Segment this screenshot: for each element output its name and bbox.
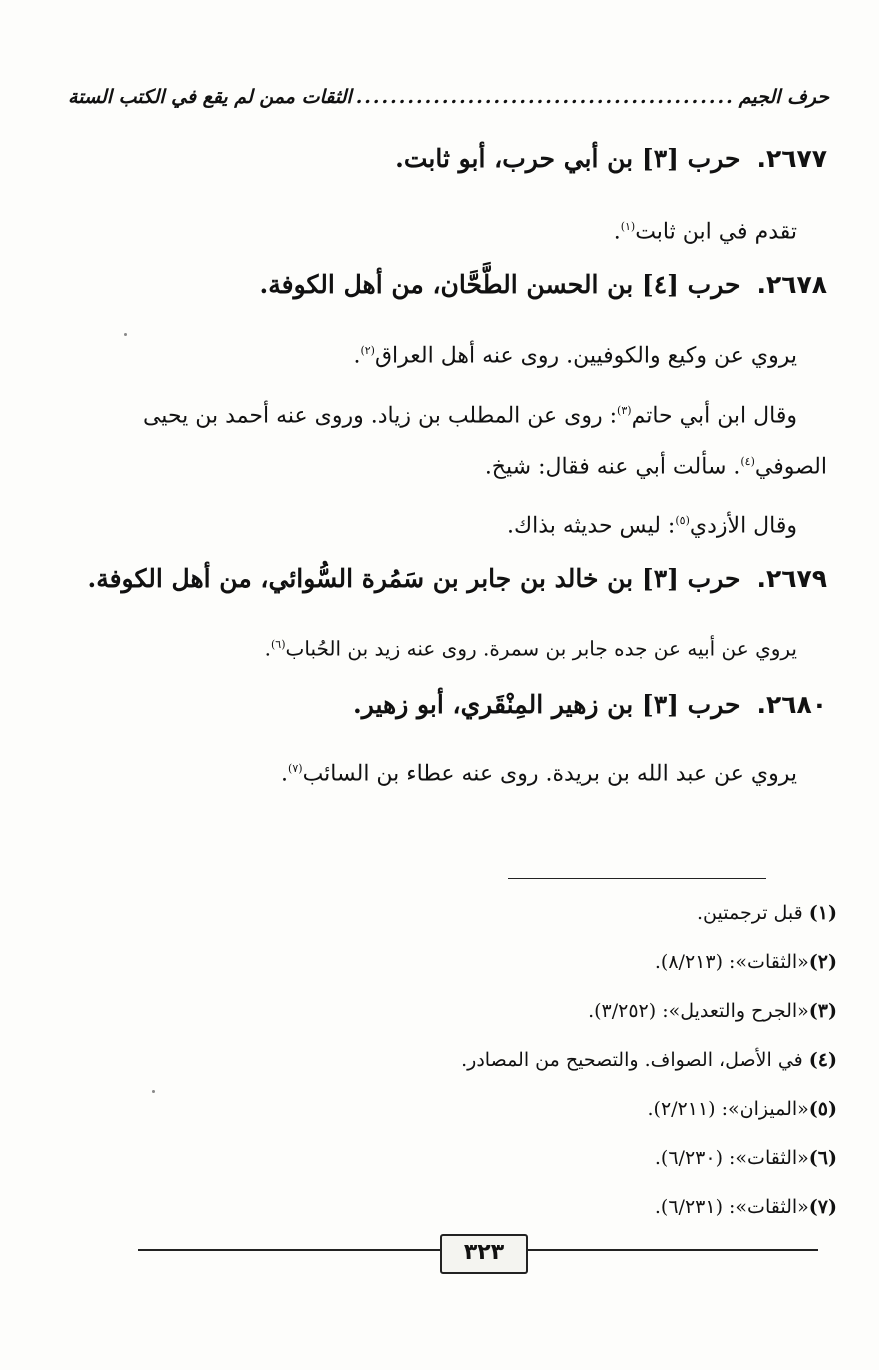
footnote-number: (٧) [808, 1196, 837, 1218]
footnote-3 [60, 991, 837, 1040]
entry-2680 [52, 690, 827, 719]
footnote-ref[interactable]: (٢) [360, 344, 375, 357]
footnote-number: (٦) [808, 1147, 837, 1169]
bottom-rule-right [524, 1249, 818, 1251]
footnote-number: (٥) [808, 1098, 837, 1120]
footnote-number: (٤) [808, 1049, 837, 1071]
punct: . [353, 343, 361, 369]
entry-text: . سألت أبي عنه فقال: شيخ. [484, 454, 741, 480]
footnote-ref[interactable]: (٣) [617, 404, 632, 417]
footnote-ref[interactable]: (٧) [288, 762, 303, 775]
entry-2678-text-2 [52, 388, 827, 491]
footnote-4 [60, 1040, 837, 1089]
footnote-text: «الثقات»: (٨/٢١٣). [654, 951, 809, 973]
entry-text: وقال ابن أبي حاتم [631, 403, 797, 429]
footnote-ref[interactable]: (١) [620, 220, 636, 233]
footnote-ref[interactable]: (٤) [740, 455, 755, 469]
page-number: ٣٢٣ [440, 1234, 528, 1274]
punct: . [264, 636, 271, 661]
entry-number: ٢٦٧٨. [756, 270, 827, 299]
entry-2677-text [52, 204, 827, 255]
entry-text: وقال الأزدي [689, 513, 797, 539]
entry-2680-text [52, 746, 827, 797]
scan-speck [124, 333, 127, 336]
footnote-text: قبل ترجمتين. [697, 902, 809, 924]
punct: . [281, 761, 289, 787]
entry-name: حرب [٣] بن أبي حرب، أبو ثابت. [395, 144, 741, 173]
entry-2678-text-3 [52, 498, 827, 549]
footnote-number: (٣) [808, 1000, 837, 1022]
entry-name: حرب [٣] بن خالد بن جابر بن سَمُرة السُّوائي، من أهل الكوفة. [87, 564, 741, 593]
footnote-7 [60, 1187, 837, 1236]
scan-speck [152, 1090, 155, 1093]
footnote-number: (٢) [808, 951, 837, 973]
footnote-text: في الأصل، الصواف. والتصحيح من المصادر. [461, 1049, 809, 1071]
footnotes [60, 893, 837, 1236]
entry-title [52, 564, 827, 593]
entry-name: حرب [٤] بن الحسن الطَّحَّان، من أهل الكوفة. [259, 270, 741, 299]
entry-number: ٢٦٧٧. [756, 144, 827, 173]
entry-text: : روى عن المطلب بن زياد. وروى عنه أحمد بن يحيى الصوفي [142, 403, 827, 480]
footnote-ref[interactable]: (٦) [271, 638, 286, 651]
punct: . [613, 219, 621, 245]
header-book-title: الثقات ممن لم يقع في الكتب الستة [68, 86, 352, 108]
entry-2678-text-1 [52, 328, 827, 379]
entry-number: ٢٦٧٩. [756, 564, 827, 593]
footnote-1 [60, 893, 837, 942]
entry-title [52, 270, 827, 299]
entry-name: حرب [٣] بن زهير المِنْقَري، أبو زهير. [353, 690, 741, 719]
entry-title [52, 144, 827, 173]
footnote-text: «الثقات»: (٦/٢٣٠). [654, 1147, 809, 1169]
footnote-text: «الثقات»: (٦/٢٣١). [654, 1196, 809, 1218]
entry-text: تقدم في ابن ثابت [635, 219, 797, 245]
footnote-6 [60, 1138, 837, 1187]
header-dots: ............................................ [355, 86, 735, 108]
footnote-number: (١) [808, 902, 837, 924]
header-chapter: حرف الجيم [738, 86, 829, 108]
footnote-text: «الميزان»: (٢/٢١١). [647, 1098, 809, 1120]
entry-2679 [52, 564, 827, 593]
entry-text: : ليس حديثه بذاك. [506, 513, 676, 539]
entry-2678 [52, 270, 827, 299]
entry-text: يروي عن وكيع والكوفيين. روى عنه أهل العراق [374, 343, 797, 369]
entry-2677 [52, 144, 827, 173]
entry-text: يروي عن أبيه عن جده جابر بن سمرة. روى عنه زيد بن الحُباب [285, 636, 797, 661]
footnote-text: «الجرح والتعديل»: (٣/٢٥٢). [588, 1000, 809, 1022]
bottom-rule-left [138, 1249, 440, 1251]
footnote-ref[interactable]: (٥) [675, 514, 690, 527]
footnote-5 [60, 1089, 837, 1138]
footnote-separator [508, 878, 766, 879]
entry-number: ٢٦٨٠. [756, 690, 827, 719]
entry-title [52, 690, 827, 719]
entry-text: يروي عن عبد الله بن بريدة. روى عنه عطاء بن السائب [302, 761, 797, 787]
entry-2679-text [52, 622, 827, 672]
running-header [68, 86, 829, 108]
footnote-2 [60, 942, 837, 991]
